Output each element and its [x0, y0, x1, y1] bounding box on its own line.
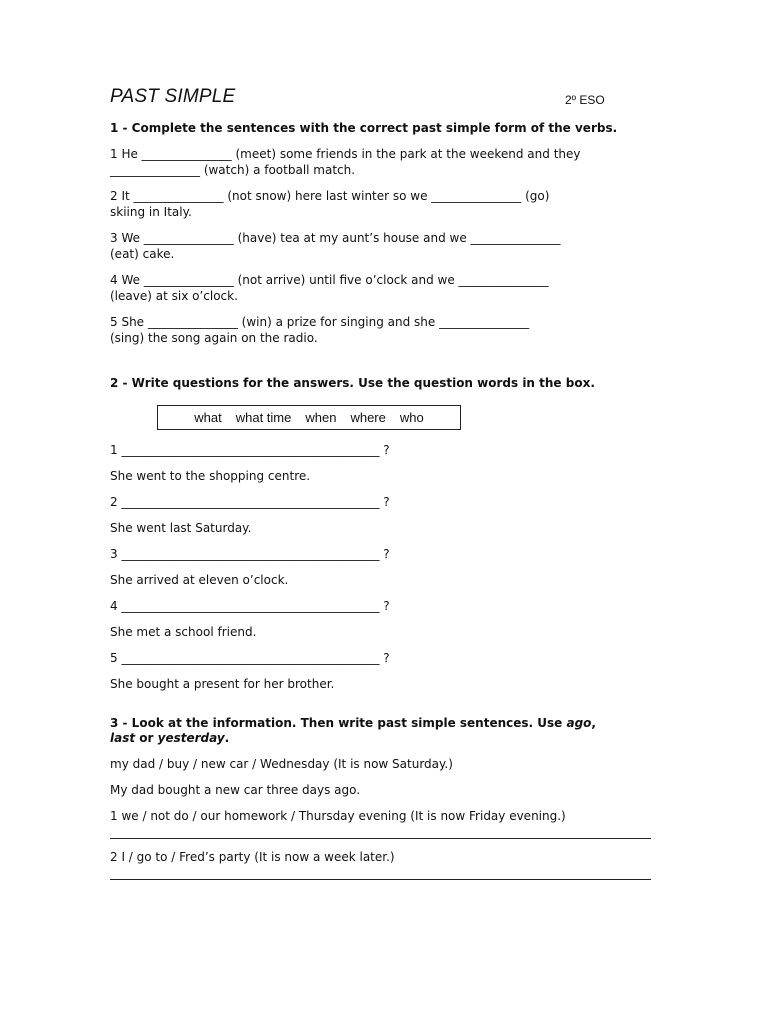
answer-text: She met a school friend.	[110, 625, 257, 639]
grade-label: 2º ESO	[565, 93, 605, 107]
question-line: 1 ___________________________________________ ?	[110, 443, 390, 457]
question-word: what	[194, 410, 222, 425]
question-list	[110, 442, 655, 692]
answer-text: She bought a present for her brother.	[110, 677, 335, 691]
page-title: PAST SIMPLE	[110, 86, 236, 107]
answer-text: She arrived at eleven o’clock.	[110, 573, 289, 587]
section-1-items	[110, 146, 655, 346]
example-prompt: my dad / buy / new car / Wednesday (It is now Saturday.)	[110, 757, 453, 771]
exercise-item	[110, 230, 655, 262]
title-separator: or	[135, 731, 158, 745]
exercise-line: skiing in Italy.	[110, 205, 192, 219]
answer-line[interactable]	[110, 837, 651, 839]
exercise-item	[110, 272, 655, 304]
worksheet	[110, 84, 655, 880]
exercise-line: 1 He _______________ (meet) some friends in the park at the weekend and they	[110, 147, 581, 161]
exercise-line: (eat) cake.	[110, 247, 175, 261]
question-word: what time	[235, 410, 292, 425]
question-line: 2 ___________________________________________ ?	[110, 495, 390, 509]
question-line: 5 ___________________________________________ ?	[110, 651, 390, 665]
title-separator: ,	[591, 716, 596, 730]
exercise-line: _______________ (watch) a football match.	[110, 163, 356, 177]
exercise-prompt: 1 we / not do / our homework / Thursday evening (It is now Friday evening.)	[110, 809, 566, 823]
question-word: who	[399, 410, 424, 425]
header	[110, 84, 655, 116]
exercise-item	[110, 314, 655, 346]
exercise-prompt: 2 I / go to / Fred’s party (It is now a week later.)	[110, 850, 395, 864]
answer-line[interactable]	[110, 878, 651, 880]
answer-text: She went to the shopping centre.	[110, 469, 311, 483]
exercise-line: (leave) at six o’clock.	[110, 289, 238, 303]
exercise-line: (sing) the song again on the radio.	[110, 331, 318, 345]
exercise-line: 5 She _______________ (win) a prize for singing and she _______________	[110, 315, 530, 329]
keyword-last: last	[110, 731, 136, 745]
exercise-item	[110, 146, 655, 178]
keyword-ago: ago	[566, 716, 592, 730]
title-end: .	[224, 731, 230, 745]
exercise-line: 3 We _______________ (have) tea at my aunt’s house and we _______________	[110, 231, 561, 245]
section-3-body	[110, 756, 655, 880]
answer-text: She went last Saturday.	[110, 521, 252, 535]
question-word: where	[350, 410, 386, 425]
question-word: when	[305, 410, 337, 425]
section-2-title: 2 - Write questions for the answers. Use the question words in the box.	[110, 376, 595, 390]
section-1-title: 1 - Complete the sentences with the correct past simple form of the verbs.	[110, 121, 618, 135]
question-line: 4 ___________________________________________ ?	[110, 599, 390, 613]
section-3-title-text: 3 - Look at the information. Then write past simple sentences. Use	[110, 716, 567, 730]
exercise-item	[110, 188, 655, 220]
exercise-line: 2 It _______________ (not snow) here last winter so we _______________ (go)	[110, 189, 550, 203]
keyword-yesterday: yesterday	[157, 731, 225, 745]
exercise-line: 4 We _______________ (not arrive) until five o’clock and we _______________	[110, 273, 549, 287]
question-word-box	[157, 405, 461, 430]
question-line: 3 ___________________________________________ ?	[110, 547, 390, 561]
example-answer: My dad bought a new car three days ago.	[110, 783, 361, 797]
section-3-title	[110, 716, 655, 746]
